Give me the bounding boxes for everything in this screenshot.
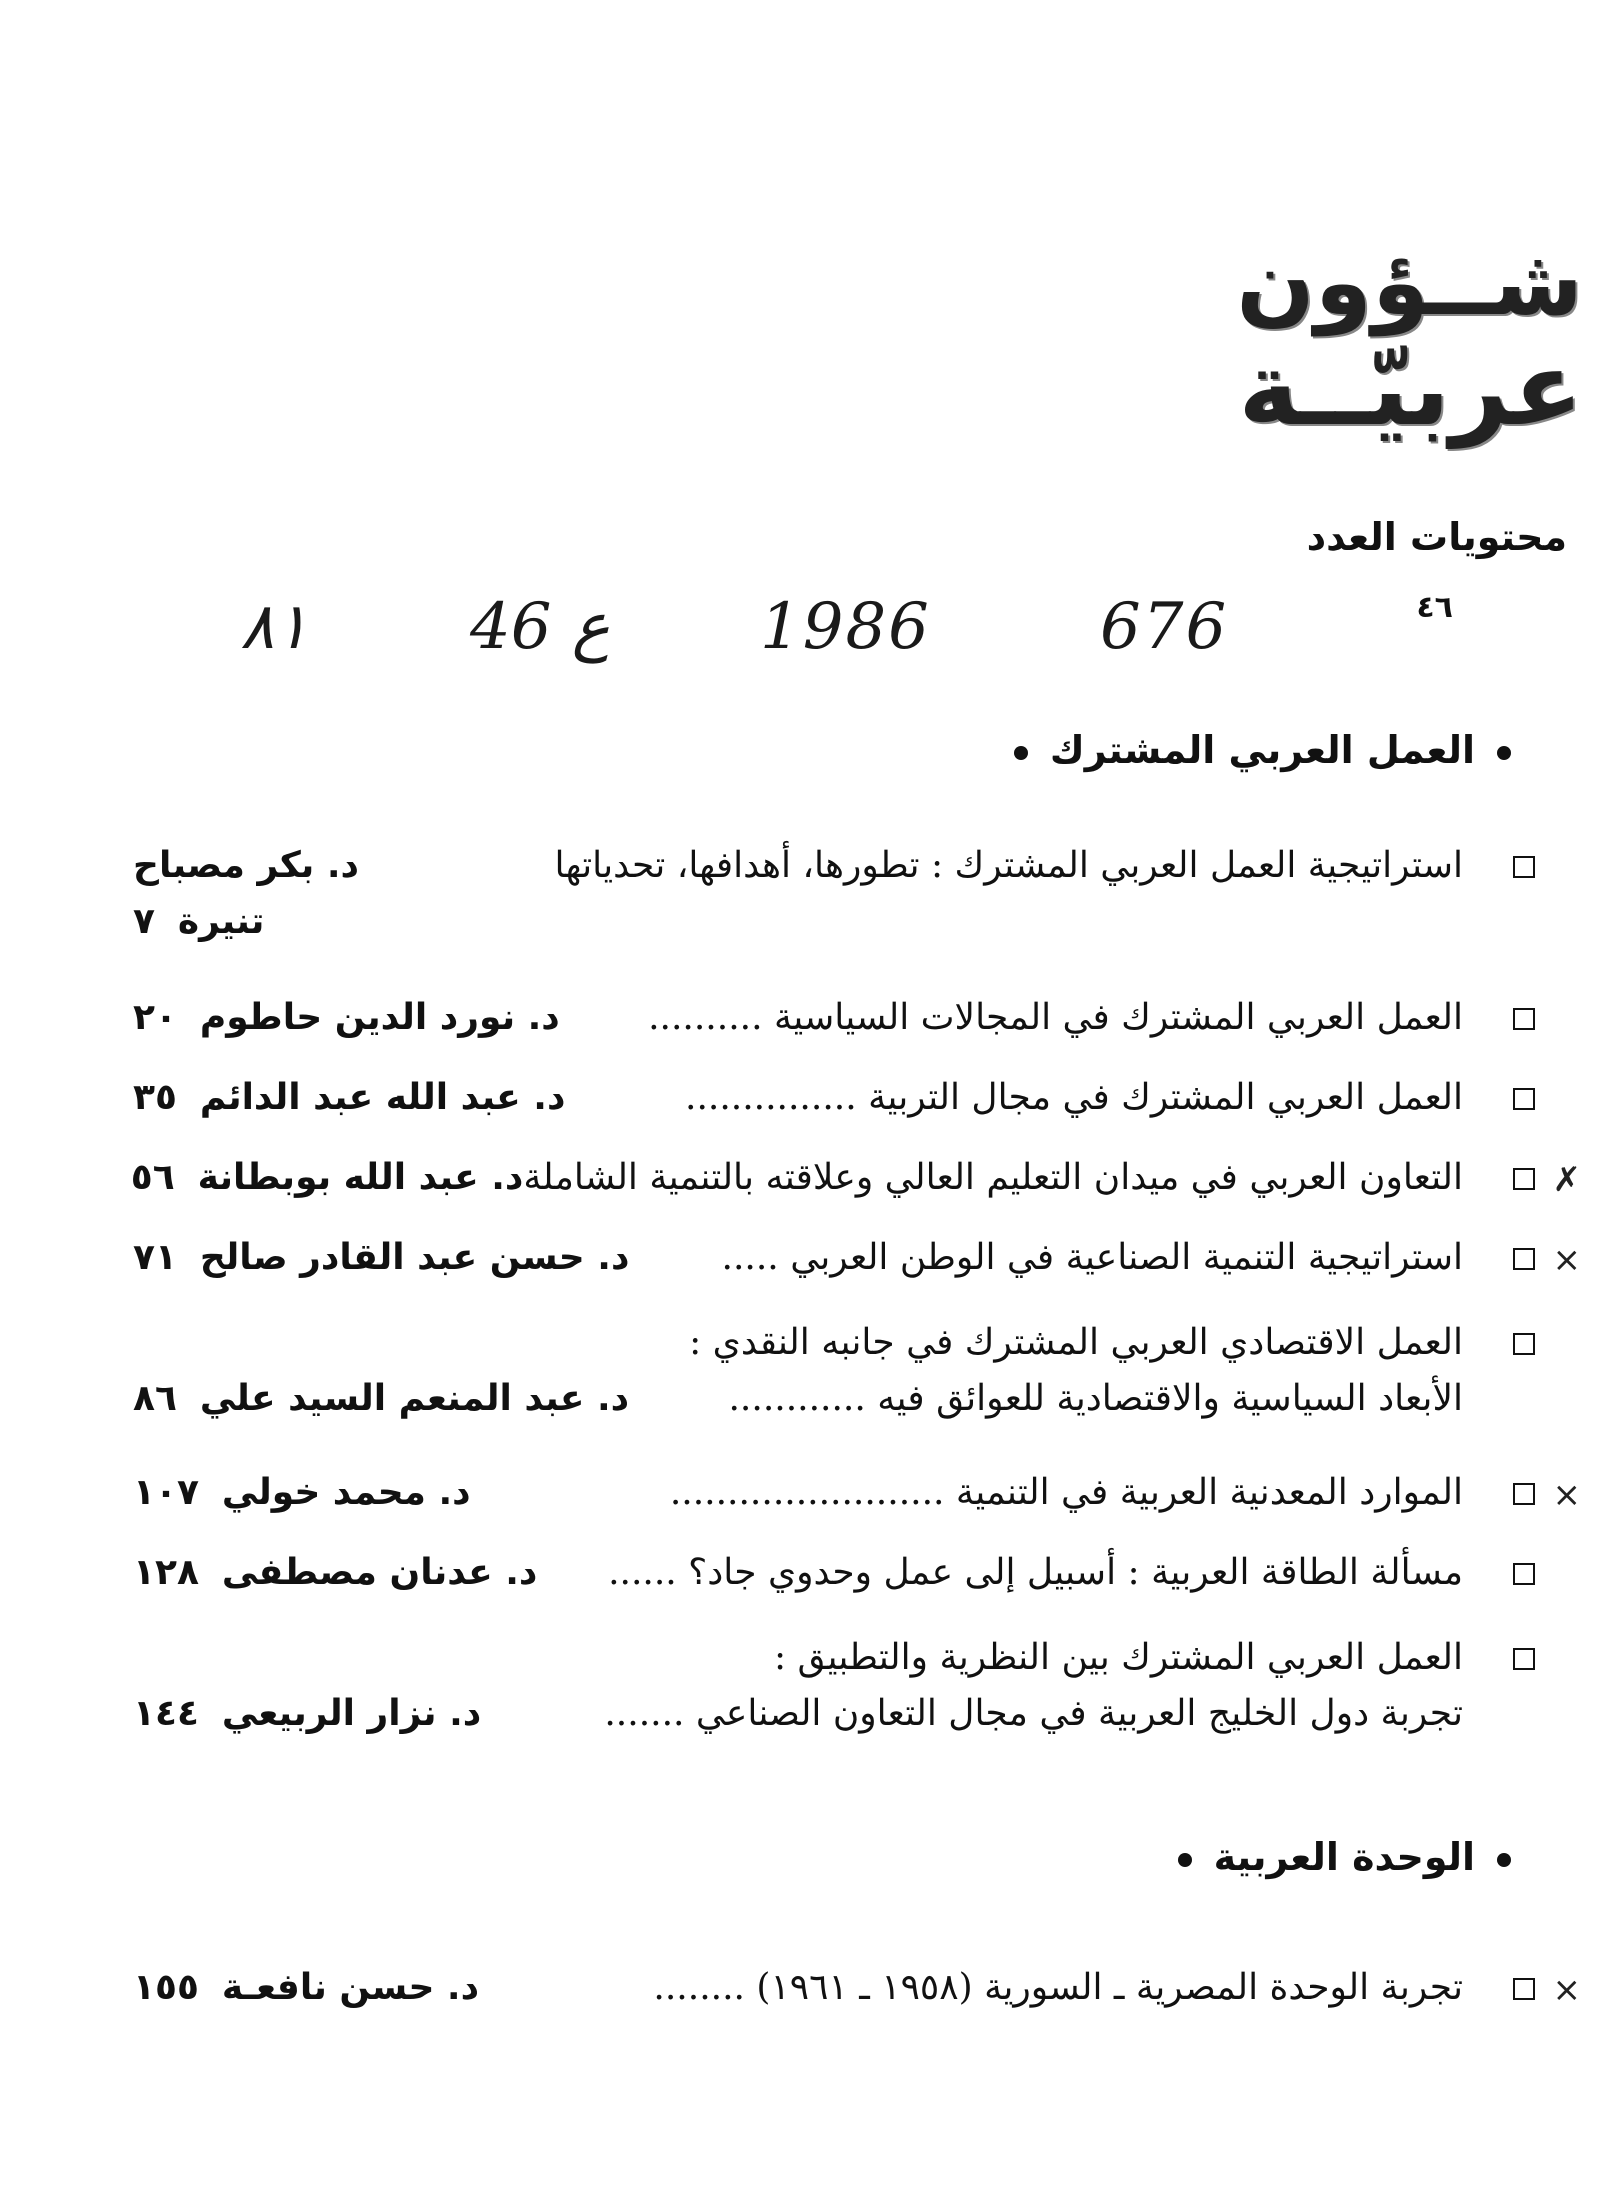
entry-title: تجربة الوحدة المصرية ـ السورية (١٩٥٨ ـ ١٩٦١) ........ (653, 1967, 1463, 2008)
checkbox-icon (1513, 1333, 1535, 1355)
toc-entry (133, 990, 1463, 1046)
entry-title: استراتيجية العمل العربي المشترك : تطورها، أهدافها، تحدياتها (554, 845, 1463, 886)
entry-author: د. حسن عبد القادر صالح (199, 1237, 630, 1278)
entry-author: د. عبد الله بوبطانة (197, 1157, 524, 1198)
toc-entry (133, 1070, 1463, 1126)
toc-entry (133, 1545, 1463, 1601)
entry-author: د. محمد خولي (221, 1472, 471, 1513)
masthead-line-1: شــؤون (1236, 229, 1583, 336)
bullet-icon (1178, 1853, 1192, 1867)
checkbox-icon (1513, 1168, 1535, 1190)
entry-page-number: ١٢٨ (133, 1552, 199, 1593)
entry-page-number: ٥٦ (130, 1157, 175, 1198)
entry-author: د. حسن نافعـة (221, 1967, 480, 2008)
issue-number: ٤٦ (1416, 590, 1453, 625)
entry-author: د. عدنان مصطفى (221, 1552, 538, 1593)
section-heading (1156, 1835, 1533, 1879)
entry-author: د. عبد الله عبد الدائم (199, 1077, 566, 1118)
toc-entry (133, 838, 1463, 950)
entry-author: د. عبد المنعم السيد علي (199, 1378, 630, 1419)
entry-title: استراتيجية التنمية الصناعية في الوطن العربي ..... (721, 1237, 1463, 1278)
checkbox-icon (1513, 1008, 1535, 1030)
entry-title: العمل العربي المشترك في مجال التربية ............... (685, 1077, 1463, 1118)
entry-page-number: ٧١ (133, 1237, 177, 1278)
handwritten-mark: × (1552, 1475, 1581, 1515)
journal-masthead (1236, 229, 1583, 449)
entry-page-number: ١٠٧ (133, 1472, 199, 1513)
entry-page-number: ٨٦ (133, 1378, 177, 1419)
entry-page-number: ٧ (133, 901, 155, 942)
entry-title: الموارد المعدنية العربية في التنمية ........................ (669, 1472, 1463, 1513)
entry-page-number: ١٤٤ (133, 1693, 199, 1734)
entry-page-number: ٣٥ (133, 1077, 177, 1118)
checkbox-icon (1513, 856, 1535, 878)
toc-entry (133, 1630, 1463, 1742)
entry-title: التعاون العربي في ميدان التعليم العالي وعلاقته بالتنمية الشاملة (523, 1157, 1463, 1198)
handwritten-note-3: 1986 (760, 590, 931, 664)
masthead-line-2: عربيّــة (1238, 330, 1583, 449)
handwritten-mark: × (1552, 1240, 1581, 1280)
entry-title: مسألة الطاقة العربية : أسبيل إلى عمل وحدوي جاد؟ ...... (608, 1552, 1463, 1593)
toc-entry (133, 1315, 1463, 1427)
entry-page-number: ٢٠ (133, 997, 177, 1038)
toc-entry (130, 1150, 1581, 1206)
checkbox-icon (1513, 1088, 1535, 1110)
section-heading-text: العمل العربي المشترك (1049, 728, 1475, 772)
bullet-icon (1014, 746, 1028, 760)
entry-subtitle: تجربة دول الخليج العربية في مجال التعاون الصناعي ....... (604, 1693, 1463, 1734)
checkbox-icon (1513, 1483, 1535, 1505)
section-heading (992, 728, 1533, 772)
handwritten-mark: × (1552, 1970, 1581, 2010)
checkbox-icon (1513, 1563, 1535, 1585)
handwritten-note-1: ٨١ (240, 590, 309, 664)
bullet-icon (1497, 1853, 1511, 1867)
entry-title: العمل العربي المشترك بين النظرية والتطبيق : (773, 1637, 1463, 1678)
contents-heading: محتويات العدد (1306, 515, 1567, 559)
checkbox-icon (1513, 1978, 1535, 2000)
entry-title: العمل الاقتصادي العربي المشترك في جانبه النقدي : (689, 1322, 1463, 1363)
checkbox-icon (1513, 1248, 1535, 1270)
entry-author: د. نزار الربيعي (221, 1693, 482, 1734)
checkbox-icon (1513, 1648, 1535, 1670)
handwritten-note-2: 46 ع (470, 590, 610, 664)
handwritten-note-4: 676 (1100, 590, 1229, 664)
handwritten-mark: ✗ (1552, 1160, 1581, 1200)
toc-entry (133, 1465, 1581, 1521)
bullet-icon (1497, 746, 1511, 760)
toc-entry (133, 1960, 1581, 2016)
entry-author: د. بكر مصباح (133, 845, 359, 886)
entry-title: العمل العربي المشترك في المجالات السياسية .......... (648, 997, 1463, 1038)
entry-author: د. نورد الدين حاطوم (199, 997, 560, 1038)
entry-author-continued: تنيرة (177, 901, 265, 942)
section-heading-text: الوحدة العربية (1213, 1835, 1475, 1879)
entry-subtitle: الأبعاد السياسية والاقتصادية للعوائق فيه ............ (728, 1378, 1463, 1419)
entry-page-number: ١٥٥ (133, 1967, 199, 2008)
toc-entry (133, 1230, 1581, 1286)
